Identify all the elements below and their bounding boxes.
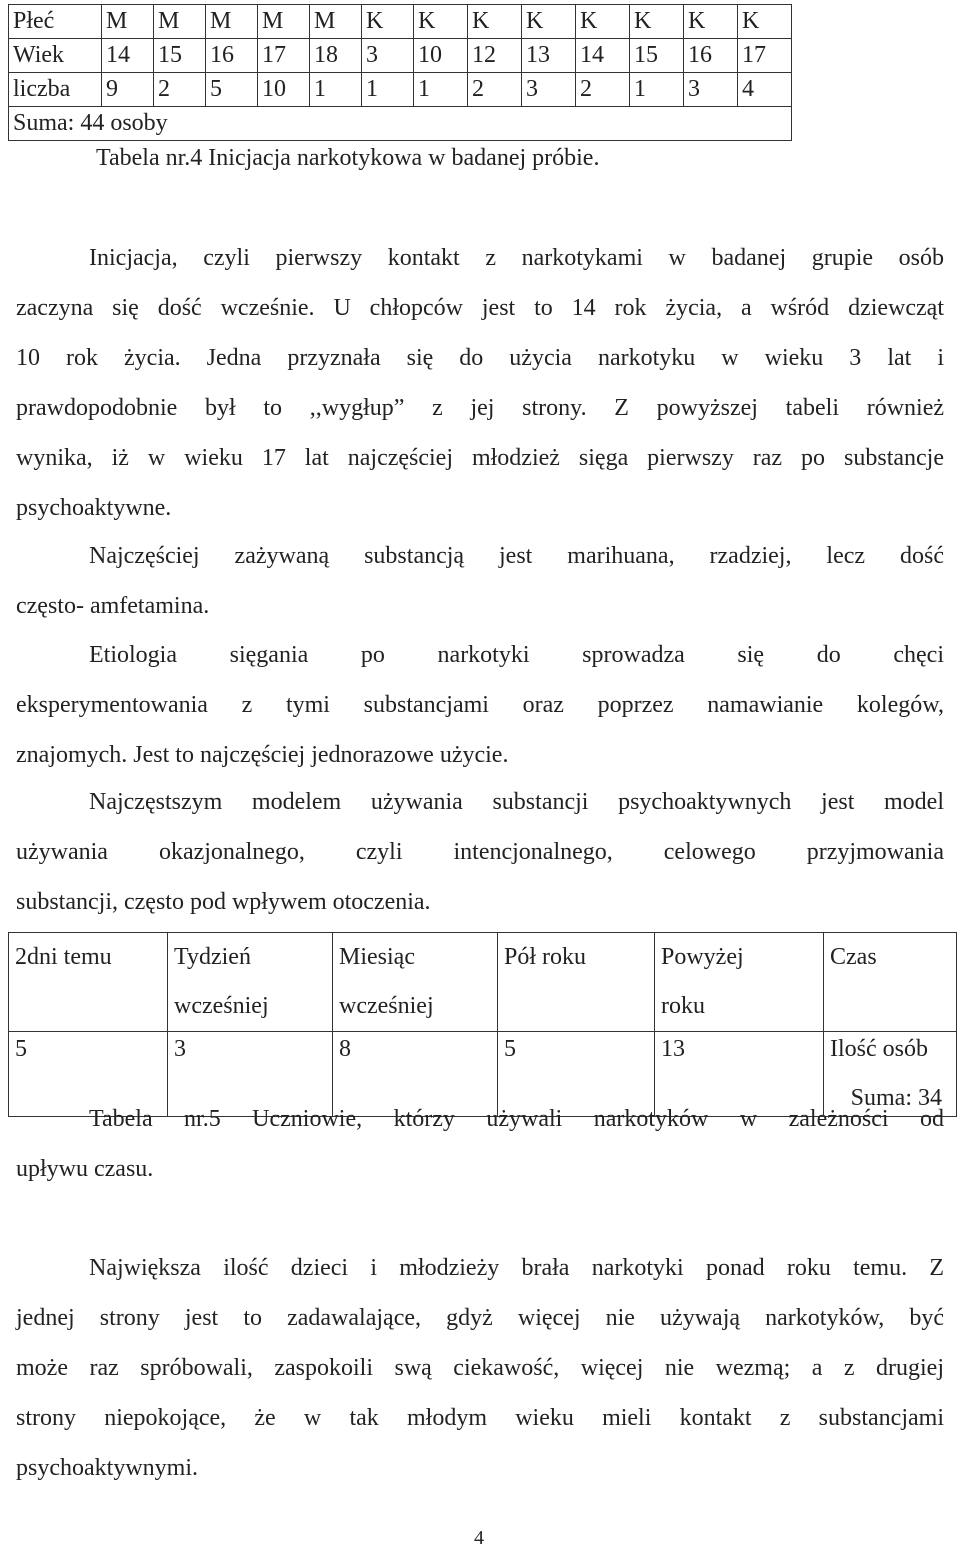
text-line: znajomych. Jest to najczęściej jednorazowe użycie. [16, 742, 509, 768]
table-cell: K [684, 5, 738, 39]
text-line: może raz spróbowali, zaspokoili swą ciekawość, więcej nie wezmą; a z drugiej [16, 1355, 944, 1381]
table-cell: M [206, 5, 258, 39]
table-cell: 12 [468, 39, 522, 73]
table-cell: 17 [738, 39, 792, 73]
table-cell: 13 [655, 1032, 824, 1117]
table-cell: 1 [362, 73, 414, 107]
table-cell: 3 [362, 39, 414, 73]
page-number: 4 [474, 1527, 484, 1549]
paragraph-substances [16, 531, 944, 631]
row-label: Wiek [9, 39, 102, 73]
table-cell: K [576, 5, 630, 39]
text-line: psychoaktywnymi. [16, 1455, 198, 1481]
table-cell: M [258, 5, 310, 39]
table-cell: 1 [630, 73, 684, 107]
table-cell: M [154, 5, 206, 39]
table-cell: 5 [9, 1032, 168, 1117]
table-cell: 16 [684, 39, 738, 73]
text-line: zaczyna się dość wcześnie. U chłopców jest to 14 rok życia, a wśród dziewcząt [16, 295, 944, 321]
table-cell: 14 [102, 39, 154, 73]
table-cell: M [310, 5, 362, 39]
usage-time-table [8, 932, 957, 1117]
paragraph-model [16, 777, 944, 927]
table-cell: K [630, 5, 684, 39]
table-cell: K [522, 5, 576, 39]
row-label: liczba [9, 73, 102, 107]
text-line: często- amfetamina. [16, 593, 210, 619]
text-line: używania okazjonalnego, czyli intencjonalnego, celowego przyjmowania [16, 839, 944, 865]
table-row-count [9, 73, 792, 107]
text-line: Najczęstszym modelem używania substancji psychoaktywnych jest model [89, 789, 944, 815]
text-line: Inicjacja, czyli pierwszy kontakt z narkotykami w badanej grupie osób [89, 245, 944, 271]
text-line: Etiologia sięgania po narkotyki sprowadza się do chęci [89, 642, 944, 668]
table-header-row [9, 933, 957, 1032]
header-cell: Tydzień wcześniej [168, 933, 333, 1032]
table-cell: 15 [630, 39, 684, 73]
text-line: wynika, iż w wieku 17 lat najczęściej młodzież sięga pierwszy raz po substancje [16, 445, 944, 471]
text-line: upływu czasu. [16, 1156, 154, 1182]
paragraph-initiation [16, 233, 944, 533]
table-cell: M [102, 5, 154, 39]
table-cell: 5 [206, 73, 258, 107]
table-cell: 2 [576, 73, 630, 107]
header-cell: 2dni temu [9, 933, 168, 1032]
table-cell: 3 [168, 1032, 333, 1117]
header-cell: Powyżej roku [655, 933, 824, 1032]
table-cell: 16 [206, 39, 258, 73]
text-line: 10 rok życia. Jedna przyznała się do użycia narkotyku w wieku 3 lat i [16, 345, 944, 371]
row-label: Ilość osób [830, 1036, 928, 1062]
row-label: Płeć [9, 5, 102, 39]
text-line: eksperymentowania z tymi substancjami oraz poprzez namawianie kolegów, [16, 692, 944, 718]
table-cell: K [362, 5, 414, 39]
table-cell: K [414, 5, 468, 39]
table-row-gender [9, 5, 792, 39]
text-line: psychoaktywne. [16, 495, 172, 521]
table-sum: Suma: 44 osoby [9, 107, 792, 141]
header-cell: Miesiąc wcześniej [333, 933, 498, 1032]
text-line: strony niepokojące, że w tak młodym wieku mieli kontakt z substancjami [16, 1405, 944, 1431]
table-cell: 4 [738, 73, 792, 107]
table-cell: 1 [414, 73, 468, 107]
table-row-age [9, 39, 792, 73]
table-sum: Suma: 34 [850, 1085, 942, 1111]
table-cell: 15 [154, 39, 206, 73]
table-cell: K [738, 5, 792, 39]
table-cell: 14 [576, 39, 630, 73]
paragraph-etiology [16, 630, 944, 780]
table-cell: 8 [333, 1032, 498, 1117]
table-cell: 9 [102, 73, 154, 107]
table-cell: 13 [522, 39, 576, 73]
table-row-sum [9, 107, 792, 141]
table-cell: 3 [522, 73, 576, 107]
text-line: Tabela nr.5 Uczniowie, którzy używali narkotyków w zależności od [89, 1106, 944, 1132]
table-cell: 10 [414, 39, 468, 73]
text-line: prawdopodobnie był to ,,wygłup” z jej strony. Z powyższej tabeli również [16, 395, 944, 421]
text-line: jednej strony jest to zadawalające, gdyż więcej nie używają narkotyków, być [16, 1305, 944, 1331]
table-cell: 3 [684, 73, 738, 107]
table-cell: 5 [498, 1032, 655, 1117]
paragraph-conclusion [16, 1243, 944, 1493]
table-cell: K [468, 5, 522, 39]
text-line: Największa ilość dzieci i młodzieży brała narkotyki ponad roku temu. Z [89, 1255, 944, 1281]
initiation-table [8, 4, 792, 141]
table-caption: Tabela nr.4 Inicjacja narkotykowa w badanej próbie. [96, 145, 600, 171]
table-cell: 10 [258, 73, 310, 107]
table-cell: 18 [310, 39, 362, 73]
text-line: Najczęściej zażywaną substancją jest marihuana, rzadziej, lecz dość [89, 543, 944, 569]
table-cell: 17 [258, 39, 310, 73]
table-caption [16, 1094, 944, 1194]
text-line: substancji, często pod wpływem otoczenia. [16, 889, 431, 915]
table-cell: 2 [154, 73, 206, 107]
table-cell: 2 [468, 73, 522, 107]
table-cell: 1 [310, 73, 362, 107]
header-cell: Czas [824, 933, 957, 1032]
header-cell: Pół roku [498, 933, 655, 1032]
